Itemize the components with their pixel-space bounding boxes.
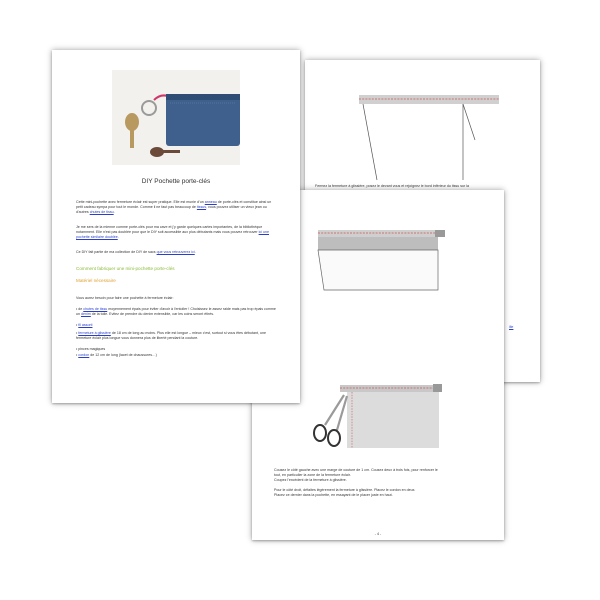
mid-text-2b: Placez ce dernier dans la pochette, en essayant de le placer juste en haut. [274,493,393,497]
document-page-front [52,50,300,403]
scissors-icon [314,395,347,446]
page-number: - 4 - [374,532,382,536]
mid-text-1c: Coupez l'excédent de la fermeture à glissière. [274,478,347,482]
link-collection[interactable]: que vous retrouverez ici [156,250,195,254]
mid-text-1b: tout, en particulier la zone de la fermeture éclair. [274,473,351,477]
materials-item-2: • fil assorti [76,323,93,327]
mid-text-1: Cousez le côté gauche avec une marge de couture de 1 cm. Cousez deux à trois fois, pour renforcer le [274,468,438,472]
link-tissus[interactable]: tissus [196,205,207,209]
subsection-heading: Matériel nécessaire [76,278,116,283]
intro-paragraph-3: Ce DIY fait partie de ma collection de DIY de sacs que vous retrouverez ici. [76,250,196,254]
materials-intro: Vous aurez besoin pour faire une pochette à fermeture éclair: [76,296,174,300]
back-link[interactable]: ille [509,325,514,329]
link-denim[interactable]: denim [81,312,91,316]
link-pochette-doublee[interactable]: ici une pochette similaire doublée [76,230,269,239]
mid-text-2: Pour le côté droit, défaites légèrement la fermeture à glissière. Placez le cordon en deux. [274,488,416,492]
intro-paragraph-2: Je me sers de la mienne comme porte-clés pour ma cave et j'y garde quelques cartes importantes, de la bibliothèque notamment. Elle n'est pas doublée pour que le DIY soit accessible aux plus débutants mais vous pouvez retrouver ici une pochette similaire doublée. [76,225,269,239]
link-chutes[interactable]: chutes de tissu [83,307,108,311]
link-chutes-de-tissu[interactable]: chutes de tissu [89,210,114,214]
materials-item-3: • fermeture à glissière de 18 cm de long au moins. Plus elle est longue – mieux c'est, surtout si vous êtes débutant, une fermeture éclair plus longue vous donnera plus de liberté pendant la couture. [76,331,266,340]
section-heading: Comment fabriquer une mini-pochette porte-clés [76,266,175,271]
link-fermeture[interactable]: fermeture à glissière [78,331,111,335]
intro-paragraph-1: Cette mini-pochette avec fermeture éclair est super pratique. Elle est munie d'un anneau de porte-clés et constitue ainsi un petit cadeau sympa pour tout le monde. Comme il ne faut pas beaucoup de tissus, vous pouvez utiliser un vieux jean ou d'autres chutes de tissu. [76,200,272,214]
pouch-photo [112,70,240,165]
back-text-1: Fermez la fermeture à glissière, posez le devant vous et rejoignez le bord inférieur du tissu sur la [315,184,470,188]
materials-item-1: • de chutes de tissu moyennement épais pour éviter d'avoir à l'entoiler ! Choisissez le assez raide mais pas trop épais comme un denim de la toile. Evitez de prendre du denim extensible, car les coins seront étirés. [76,307,276,316]
materials-item-5: • cordon de 12 cm de long (lacet de chaussures…) [76,353,157,357]
link-anneau[interactable]: anneau [204,200,217,204]
materials-item-4: • pinces magiques [76,347,106,351]
link-fil[interactable]: fil assorti [78,323,93,327]
document-title: DIY Pochette porte-clés [141,178,211,185]
link-cordon[interactable]: cordon [78,353,90,357]
